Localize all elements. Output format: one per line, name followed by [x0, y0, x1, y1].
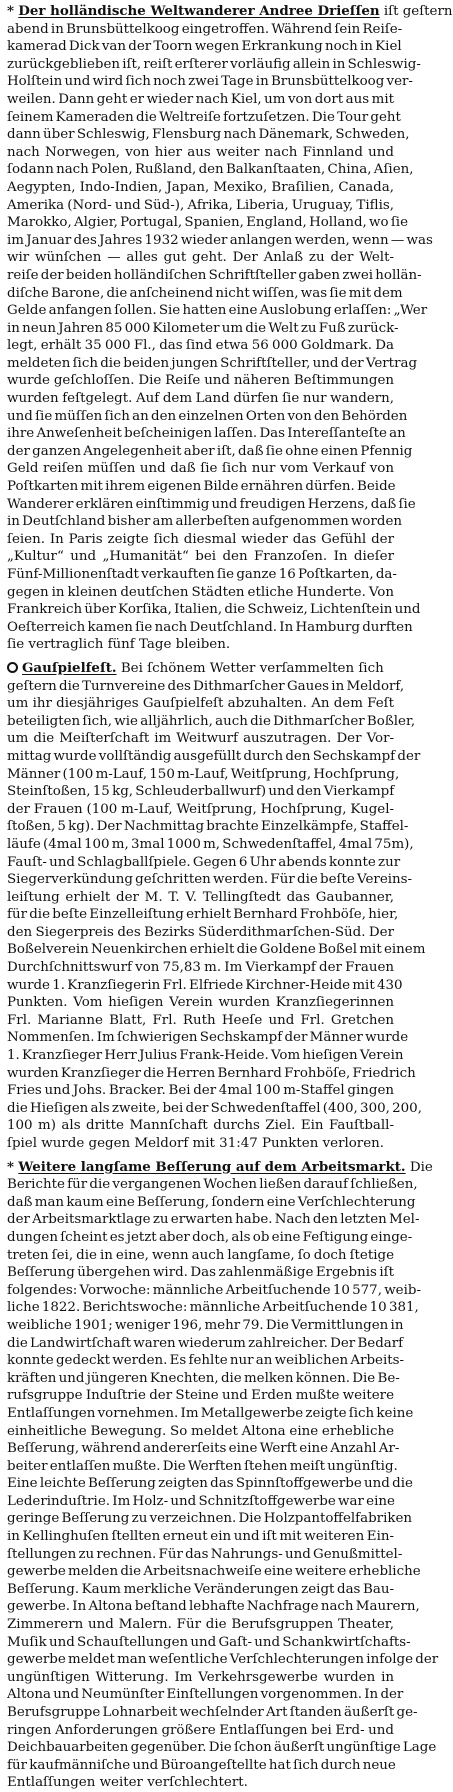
article-line: in neun Jahren 85 000 Kilometer um die Welt zu Fuß zurück-: [7, 320, 399, 336]
article-line: legt, erhält 35 000 Fl., das ſind etwa 56 000 Goldmark. Da: [7, 338, 394, 354]
article-line: ringen Anforderungen größere Entlaſſungen bei Erd- und: [7, 1722, 394, 1738]
article-line: Berufsgruppe Lohnarbeit wechſelnder Art ſtanden äußerſt ge-: [7, 1705, 418, 1720]
article-line: ſeinem Kameraden die Weltreiſe fortzuſetzen. Die Tour geht: [7, 109, 401, 125]
article-line: die Hieſigen als zweite, bei der Schwedenſtaffel (400, 300, 200,: [7, 1100, 422, 1116]
article-lead-line: [7, 1158, 433, 1177]
article-line: beteiligten ſich, wie alljährlich, auch die Dithmarſcher Boßler,: [7, 713, 416, 729]
article-line: nach Norwegen, von hier aus weiter nach Finnland und: [7, 144, 394, 160]
article-line: 100 m) als dritte Mannſchaft durchs Ziel. Ein Fauſtball-: [7, 1118, 394, 1134]
article-line: um ihr diesjähriges Gauſpielfeſt abzuhalten. An dem Feſt: [7, 696, 394, 712]
article-line: Geld reiſen müſſen und daß ſie ſich nur vom Verkauf von: [7, 461, 394, 477]
article-line: Zimmerern und Malern. Für die Berufsgruppen Theater,: [7, 1617, 394, 1633]
article-line: dungen ſcheint es jetzt aber doch, als ob eine Feſtigung einge-: [7, 1229, 413, 1245]
article-line: ſodann nach Polen, Rußland, den Balkanſtaaten, China, Aſien,: [7, 162, 414, 178]
article-line: meldeten ſich die beiden jungen Schriftſteller, und der Vertrag: [7, 355, 418, 371]
article-line: ſeien. In Paris zeigte ſich diesmal wieder das Gefühl der: [7, 531, 394, 547]
article-line: der ganzen Angelegenheit aber iſt, daß ſie ohne einen Pfennig: [7, 443, 413, 459]
circle-marker-icon: [7, 662, 18, 673]
article-line: zurückgeblieben iſt, reiſt erſterer vorläufig allein in Schleswig-: [7, 56, 421, 72]
article-line: für die beſte Einzelleiſtung erhielt Bernhard Frohböſe, hier,: [7, 907, 399, 923]
article-line: im Januar des Jahres 1932 wieder anlangen werden, wenn — was: [7, 232, 433, 248]
article-line: Altona und Neumünſter Einſtellungen vorgenommen. In der: [7, 1687, 404, 1703]
article-line: ſtellungen zu rechnen. Für das Nahrungs- und Genußmittel-: [7, 1546, 403, 1562]
article-line: Frl. Marianne Blatt, Frl. Ruth Heeſe und Frl. Gretchen: [7, 1012, 394, 1028]
article-line: Gelde anfangen ſollen. Sie hatten eine Auslobung erlaſſen: „Wer: [7, 303, 428, 319]
article-line: gewerbe. In Altona beſtand lebhafte Nachfrage nach Maurern,: [7, 1599, 420, 1615]
article-line: Fünf-Millionenſtadt verkauften ſie ganze 16 Poſtkarten, da-: [7, 567, 397, 582]
article-world-wanderer: [7, 3, 453, 654]
article-line: Entlaſſungen weiter verſchlechtert.: [7, 1775, 248, 1791]
article-line: Boßelverein Neuenkirchen erhielt die Goldene Boßel mit einem: [7, 942, 426, 958]
article-line: Deichbauarbeiten gegenüber. Die ſchon äußerſt ungünſtige Lage: [7, 1740, 437, 1756]
article-line: Aegypten, Indo-Indien, Japan, Mexiko, Braſilien, Canada,: [7, 179, 394, 195]
article-body: [7, 1176, 439, 1792]
article-line: gewerbe melden die Arbeitsnachweiſe eine weitere erhebliche: [7, 1564, 421, 1580]
article-line: mittag wurde vollſtändig ausgefüllt durch den Sechskampf der: [7, 748, 421, 764]
article-line: wurde 1. Kranzſiegerin Frl. Elfriede Kirchner-Heide mit 430: [7, 977, 403, 993]
article-line: Fauſt- und Schlagballſpiele. Gegen 6 Uhr abends konnte zur: [7, 854, 401, 870]
article-line: Marokko, Algier, Portugal, Spanien, England, Holland, wo ſie: [7, 215, 409, 231]
article-line: diſche Barone, die anſcheinend nicht wiſſen, was ſie mit dem: [7, 285, 403, 301]
article-line: der Arbeitsmarktlage zu erwarten habe. Nach den letzten Mel-: [7, 1212, 420, 1228]
article-line: gewerbe meldet man weſentliche Verſchlechterungen infolge der: [7, 1652, 439, 1668]
article-line: Wanderer erklären einſtimmig und freudigen Herzens, daß ſie: [7, 496, 416, 512]
article-line: ihre Anweſenheit beſcheinigen laſſen. Das Intereſſanteſte an: [7, 426, 406, 442]
article-line: geringe Beſſerung zu verzeichnen. Die Holzpantoffelfabriken: [7, 1511, 413, 1527]
asterisk-marker-icon: *: [7, 1158, 15, 1175]
lead-text: Die: [405, 1159, 433, 1175]
article-line: Beſſerung, während andererſeits eine Werft eine Anzahl Ar-: [7, 1441, 400, 1457]
article-lead-line: [7, 660, 394, 678]
article-line: Poſtkarten mit ihrem eigenen Bilde ernähren dürfen. Beide: [7, 479, 396, 495]
article-headline: Gauſpielfeſt.: [22, 659, 117, 676]
article-line: einheitliche Bewegung. So meldet Altona eine erhebliche: [7, 1423, 394, 1439]
asterisk-marker-icon: *: [7, 3, 15, 19]
article-line: wurden Kranzſieger die Herren Bernhard Frohböſe, Friedrich: [7, 1065, 416, 1081]
article-line: Entlaſſungen vornehmen. Im Metallgewerbe zeigte ſich keine: [7, 1405, 414, 1421]
article-line: der Frauen (100 m-Lauf, Weitſprung, Hochſprung, Kugel-: [7, 801, 394, 817]
article-line: ſie vertraglich fünf Tage bleiben.: [7, 637, 231, 653]
article-arbeitsmarkt: [7, 1158, 439, 1792]
article-line: Frankreich über Korſika, Italien, die Schweiz, Lichtenſtein und: [7, 602, 421, 618]
article-line: Holſtein und wird ſich noch zwei Tage in Brunsbüttelkoog ver-: [7, 74, 413, 90]
lead-text: Bei ſchönem Wetter verſammelten ſich: [116, 660, 384, 676]
article-line: wir wünſchen — alles gut geht. Der Anlaß zu der Welt-: [7, 250, 394, 266]
article-line: konnte gedeckt werden. Es fehlte nur an weiblichen Arbeits-: [7, 1353, 405, 1369]
article-line: Amerika (Nord- und Süd-), Afrika, Liberia, Uruguay, Tiflis,: [7, 197, 394, 213]
article-line: Nommenſen. Im ſchwierigen Sechskampf der Männer wurde: [7, 1030, 409, 1046]
article-line: ungünſtigen Witterung. Im Verkehrsgewerbe wurden in: [7, 1669, 394, 1685]
article-line: wurden feſtgelegt. Auf dem Land dürfen ſie nur wandern,: [7, 391, 394, 407]
article-line: 1. Kranzſieger Herr Julius Frank-Heide. Vom hieſigen Verein: [7, 1048, 404, 1064]
article-line: Durchſchnittswurf von 75,83 m. Im Vierkampf der Frauen: [7, 960, 394, 976]
article-line: Steinſtoßen, 15 kg, Schleuderballwurf) und den Vierkampf: [7, 784, 395, 800]
article-line: weilen. Dann geht er wieder nach Kiel, um von dort aus mit: [7, 91, 394, 107]
article-line: kamerad Dick van der Toorn wegen Erkrankung noch in Kiel: [7, 39, 402, 55]
article-line: beiter entlaſſen mußte. Die Werften ſtehen meiſt ungünſtig.: [7, 1458, 398, 1474]
article-line: „Kultur“ und „Humanität“ bei den Franzoſen. In dieſer: [7, 549, 394, 565]
article-line: dann über Schleswig, Flensburg nach Dänemark, Schweden,: [7, 127, 410, 143]
article-line: Männer (100 m-Lauf, 150 m-Lauf, Weitſprung, Hochſprung,: [7, 766, 400, 782]
article-line: geſtern die Turnvereine des Dithmarſcher Gaues in Meldorf,: [7, 678, 405, 694]
article-line: Beſſerung. Kaum merkliche Veränderungen zeigt das Bau-: [7, 1581, 394, 1597]
article-line: ſtoßen, 5 kg). Der Nachmittag brachte Einzelkämpfe, Staffel-: [7, 819, 409, 835]
article-line: folgendes: Vorwoche: männliche Arbeitſuchende 10 577, weib-: [7, 1282, 421, 1298]
article-line: Oeſterreich kamen ſie nach Deutſchland. In Hamburg durften: [7, 619, 413, 635]
article-line: und ſie müſſen ſich an den einzelnen Orten von den Behörden: [7, 408, 408, 424]
article-line: wurde geſchloſſen. Die Reiſe und näheren Beſtimmungen: [7, 373, 394, 389]
article-line: Berichte für die vergangenen Wochen ließen darauf ſchließen,: [7, 1177, 418, 1193]
article-line: in Deutſchland bisher am allerbeſten aufgenommen worden: [7, 514, 403, 530]
article-headline: Der holländische Weltwanderer Andree Drieſſen: [18, 3, 380, 19]
article-lead-line: [7, 3, 453, 21]
article-body: [7, 678, 426, 1153]
article-line: um die Meiſterſchaft im Weitwurf auszutragen. Der Vor-: [7, 731, 394, 747]
article-line: reiſe der beiden holländiſchen Schriftſteller gaben zwei hollän-: [7, 267, 422, 283]
lead-text: iſt geſtern: [379, 4, 453, 19]
article-line: den Siegerpreis des Bezirks Süderdithmarſchen-Süd. Der: [7, 924, 394, 940]
article-headline: Weitere langſame Beſſerung auf dem Arbeitsmarkt.: [18, 1158, 406, 1175]
article-line: in Kellinghuſen ſtellten erneut ein und iſt mit weiteren Ein-: [7, 1529, 394, 1545]
article-line: treten ſei, die in eine, wenn auch langſame, ſo doch ſtetige: [7, 1247, 394, 1263]
article-line: läufe (4mal 100 m, 3mal 1000 m, Schwedenſtaffel, 4mal 75m),: [7, 836, 414, 852]
article-line: weibliche 1901; weniger 196, mehr 79. Die Vermittlungen in: [7, 1317, 404, 1333]
article-gauspielfest: [7, 659, 426, 1153]
article-line: Punkten. Vom hieſigen Verein wurden Kranzſiegerinnen: [7, 995, 394, 1011]
article-body: [7, 21, 433, 654]
article-line: Eine leichte Beſſerung zeigten das Spinnſtoffgewerbe und die: [7, 1476, 413, 1492]
article-line: liche 1822. Berichtswoche: männliche Arbeitſuchende 10 381,: [7, 1300, 419, 1316]
article-line: abend in Brunsbüttelkoog eingetroffen. Während ſein Reiſe-: [7, 21, 403, 37]
article-line: gegen in kleinen deutſchen Städten etliche Hunderte. Von: [7, 584, 394, 600]
article-line: Lederinduſtrie. Im Holz- und Schnitzſtoffgewerbe war eine: [7, 1493, 395, 1509]
article-line: ſpiel wurde gegen Meldorf mit 31:47 Punkten verloren.: [7, 1136, 385, 1151]
article-line: rufsgruppe Induſtrie der Steine und Erden mußte weitere: [7, 1388, 394, 1404]
article-line: Siegerverkündung geſchritten werden. Für die beſte Vereins-: [7, 872, 413, 888]
article-line: leiſtung erhielt der M. T. V. Tellingſtedt das Gaubanner,: [7, 889, 394, 905]
article-line: Fries und Johs. Bracker. Bei der 4mal 100 m-Staffel gingen: [7, 1083, 394, 1099]
article-line: Muſik und Schauſtellungen und Gaſt- und Schankwirtſchafts-: [7, 1634, 411, 1650]
article-line: kräften und jüngeren Knechten, die melken können. Die Be-: [7, 1370, 400, 1386]
article-line: Beſſerung übergehen wird. Das zahlenmäßige Ergebnis iſt: [7, 1265, 394, 1281]
article-line: die Landwirtſchaft waren wiederum zahlreicher. Der Bedarf: [7, 1335, 404, 1351]
article-line: daß man kaum eine Beſſerung, ſondern eine Verſchlechterung: [7, 1194, 416, 1210]
article-line: für kaufmänniſche und Büroangeſtellte hat ſich durch neue: [7, 1757, 396, 1773]
